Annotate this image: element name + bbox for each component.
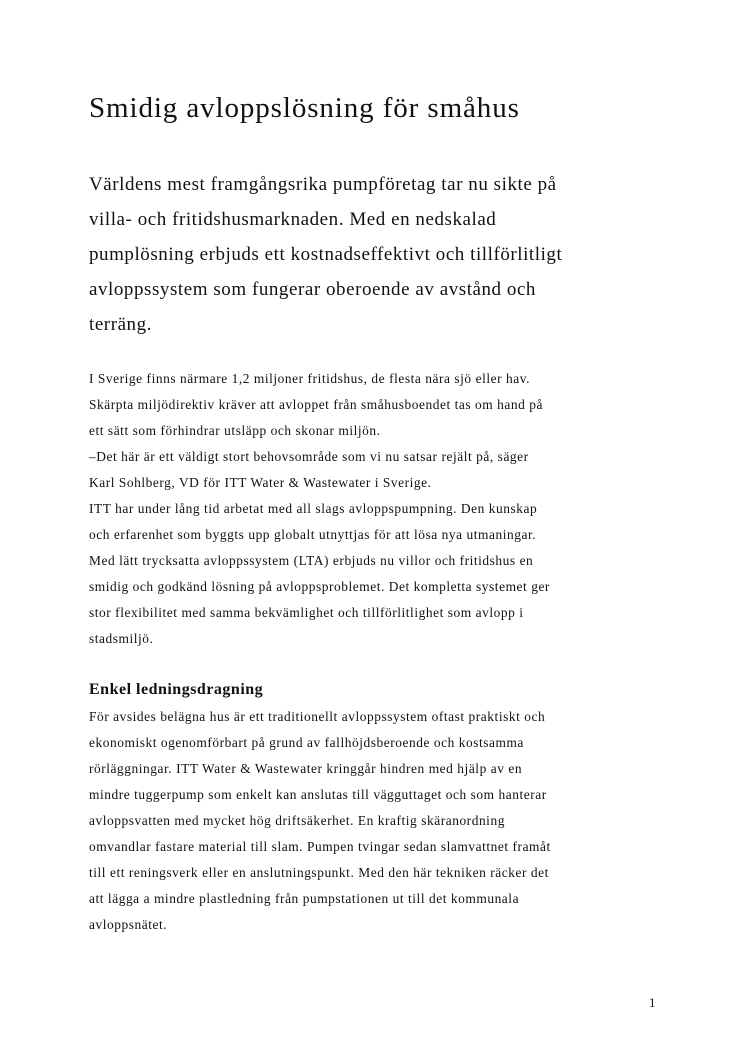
body-line: Skärpta miljödirektiv kräver att avloppet från småhusboendet tas om hand på: [89, 397, 544, 412]
body-line: rörläggningar. ITT Water & Wastewater kringgår hindren med hjälp av en: [89, 761, 523, 776]
body-line: mindre tuggerpump som enkelt kan anslutas till vägguttaget och som hanterar: [89, 787, 547, 802]
page-number: 1: [649, 995, 656, 1010]
section-heading: Enkel ledningsdragning: [89, 681, 264, 698]
body-line: I Sverige finns närmare 1,2 miljoner fritidshus, de flesta nära sjö eller hav.: [89, 371, 531, 386]
body-line: stadsmiljö.: [89, 631, 154, 646]
body-line: omvandlar fastare material till slam. Pumpen tvingar sedan slamvattnet framåt: [89, 839, 551, 854]
body-line: stor flexibilitet med samma bekvämlighet och tillförlitlighet som avlopp i: [89, 605, 524, 620]
body-paragraph-section: [89, 704, 689, 938]
lead-line: pumplösning erbjuds ett kostnadseffektivt och tillförlitligt: [89, 244, 563, 265]
body-line: smidig och godkänd lösning på avloppsproblemet. Det kompletta systemet ger: [89, 579, 550, 594]
body-line: avloppsnätet.: [89, 917, 168, 932]
body-line: ett sätt som förhindrar utsläpp och skonar miljön.: [89, 423, 381, 438]
body-paragraph-intro: [89, 366, 689, 652]
lead-line: avloppssystem som fungerar oberoende av avstånd och: [89, 279, 536, 300]
body-line: ekonomiskt ogenomförbart på grund av fallhöjdsberoende och kostsamma: [89, 735, 524, 750]
body-line: –Det här är ett väldigt stort behovsområde som vi nu satsar rejält på, säger: [89, 449, 529, 464]
body-line: och erfarenhet som byggts upp globalt utnyttjas för att lösa nya utmaningar.: [89, 527, 537, 542]
body-line: att lägga a mindre plastledning från pumpstationen ut till det kommunala: [89, 891, 520, 906]
page-title: Smidig avloppslösning för småhus: [89, 92, 520, 124]
body-line: För avsides belägna hus är ett traditionellt avloppssystem oftast praktiskt och: [89, 709, 546, 724]
body-line: avloppsvatten med mycket hög driftsäkerhet. En kraftig skäranordning: [89, 813, 505, 828]
lead-line: villa- och fritidshusmarknaden. Med en nedskalad: [89, 209, 497, 230]
lead-line: Världens mest framgångsrika pumpföretag tar nu sikte på: [89, 174, 557, 195]
body-line: Karl Sohlberg, VD för ITT Water & Wastewater i Sverige.: [89, 475, 432, 490]
body-line: till ett reningsverk eller en anslutningspunkt. Med den här tekniken räcker det: [89, 865, 549, 880]
lead-paragraph: [89, 167, 689, 342]
lead-line: terräng.: [89, 314, 152, 335]
body-line: ITT har under lång tid arbetat med all slags avloppspumpning. Den kunskap: [89, 501, 538, 516]
body-line: Med lätt trycksatta avloppssystem (LTA) erbjuds nu villor och fritidshus en: [89, 553, 534, 568]
